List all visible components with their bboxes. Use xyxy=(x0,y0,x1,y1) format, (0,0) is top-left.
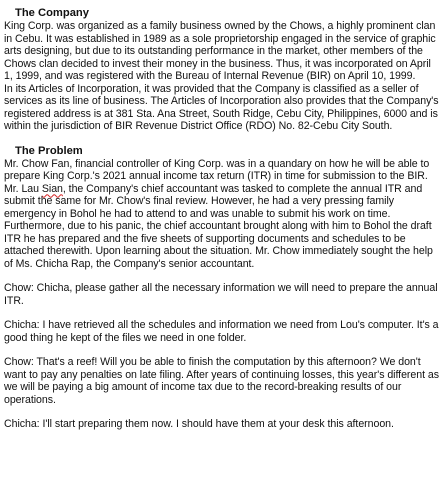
problem-paragraph xyxy=(4,158,440,271)
company-paragraph-2: In its Articles of Incorporation, it was provided that the Company is classified as a seller of services as its line of business. The Articles of Incorporation also provides that the Company's registered address is at 381 Sta. Ana Street, South Ridge, Cebu City, Philippines, 6000 and is within the jurisdiction of BIR Revenue District Office (RDO) No. 82-Cebu City South. xyxy=(4,82,439,132)
section-spacer xyxy=(4,133,440,145)
dialogue-line-4: Chicha: I'll start preparing them now. I should have them at your desk this afternoon. xyxy=(4,418,394,430)
problem-heading: The Problem xyxy=(15,144,83,157)
dialogue-line-1: Chow: Chicha, please gather all the necessary information we will need to prepare the annual ITR. xyxy=(4,282,438,307)
dialogue-line-3: Chow: That's a reef! Will you be able to finish the computation by this afternoon? We don't want to pay any penalties on late filing. After years of continuing losses, this year's different as we will be paying a big amount of income tax due to the record-breaking results of our operations. xyxy=(4,356,439,406)
paragraph-spacer xyxy=(4,344,440,356)
misspelled-word: Sian xyxy=(41,182,63,195)
problem-text-before: Mr. Chow Fan, financial controller of King Corp. was in a quandary on how he will be able to prepare King Corp.'s 2021 annual income tax return (ITR) in time for submission to the BIR. Mr. Lau xyxy=(4,157,430,195)
dialogue-line-2: Chicha: I have retrieved all the schedules and information we need from Lou's computer. It's a good thing he kept of the files we need in one folder. xyxy=(4,319,439,344)
paragraph-spacer xyxy=(4,406,440,418)
paragraph-spacer xyxy=(4,307,440,319)
company-heading: The Company xyxy=(15,7,89,19)
problem-text-after: , the Company's chief accountant was tasked to complete the annual ITR and submit the same for Mr. Chow's final review. However, he had a very pressing family emergency in Bohol he had to attend to and was unable to submit his work on time. Furthermore, due to his panic, the chief accountant brought along with him to Bohol the draft ITR he has prepared and the five sheets of supporting documents and schedules to be attached therewith. Upon learning about the situation. Mr. Chow immediately sought the help of Ms. Chicha Rap, the Company's senior accountant. xyxy=(4,182,433,270)
paragraph-spacer xyxy=(4,270,440,282)
company-paragraph-1: King Corp. was organized as a family business owned by the Chows, a highly prominent clan in Cebu. It was established in 1989 as a sole proprietorship engaged in the service of graphic arts designing, but due to its outstanding performance in the market, other members of the Chows clan decided to invest their money in the business. Thus, it was incorporated on April 1, 1999, and was registered with the Bureau of Internal Revenue (BIR) on April 10, 1999. xyxy=(4,20,436,82)
